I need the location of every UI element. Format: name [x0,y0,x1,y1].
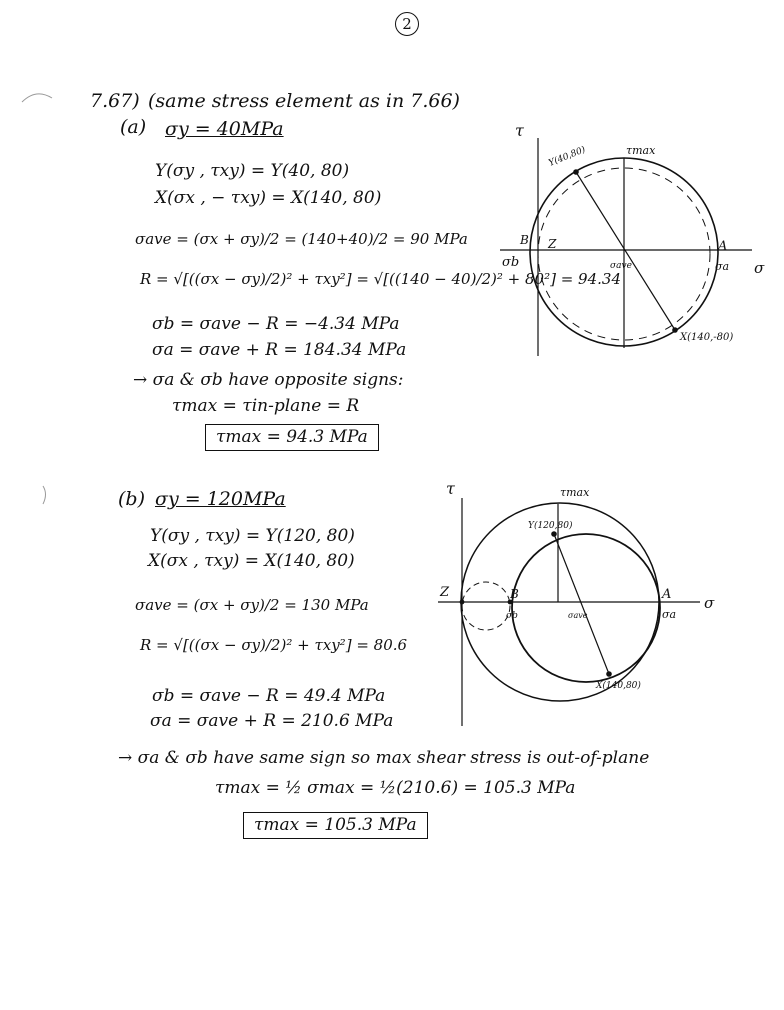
part-a-line-radius: R = √[((σx − σy)/2)² + τxy²] = √[((140 − 40)/2)² + 80²] = 94.34 [140,270,622,288]
part-b-point-x-label: X(140,80) [596,681,641,691]
part-b-answer-box: τmax = 105.3 MPa [243,812,428,839]
part-a-tau-axis-label: τ [515,121,524,140]
part-a-point-y-label: Y(40,80) [547,144,588,169]
part-a-answer-box: τmax = 94.3 MPa [205,424,379,451]
part-b-line-sigma-b: σb = σave − R = 49.4 MPa [152,686,386,706]
part-a-given: σy = 40MPa [165,118,284,140]
page-number: 2 [395,12,419,36]
part-b-point-b-label: B [510,587,519,601]
part-b-line-tau-max: τmax = ½ σmax = ½(210.6) = 105.3 MPa [215,778,576,798]
part-a-line-opposite-signs: → σa & σb have opposite signs: [133,370,404,390]
part-a-point-x-label: X(140,-80) [680,332,734,343]
part-b-inplane-circle [512,534,660,682]
part-b-given: σy = 120MPa [155,488,286,510]
part-b-point-x-dot [606,671,612,677]
part-a-line-tau-inplane: τmax = τin-plane = R [172,396,360,416]
part-a-diameter-xy [576,172,675,330]
part-b-small-dashed-circle [462,582,510,630]
part-b-sigma-a-label: σa [662,608,677,621]
margin-tick-mark [40,484,50,506]
part-b-tau-axis-label: τ [446,479,455,498]
part-b-point-z-dot [460,600,465,605]
part-b-label: (b) [118,488,145,510]
part-a-point-y-dot [573,169,579,175]
part-a-point-b-label: B [520,233,529,247]
part-a-line-x-point: X(σx , − τxy) = X(140, 80) [155,188,382,208]
part-b-line-x-point: X(σx , τxy) = X(140, 80) [148,551,355,571]
part-b-line-same-sign: → σa & σb have same sign so max shear stress is out-of-plane [118,748,650,768]
part-b-sigma-axis-label: σ [704,594,715,612]
part-a-sigma-ave-label: σave [610,261,632,271]
part-a-line-sigma-a: σa = σave + R = 184.34 MPa [152,340,407,360]
part-b-line-sigma-a: σa = σave + R = 210.6 MPa [150,711,394,731]
problem-note: (same stress element as in 7.66) [148,90,460,112]
part-a-line-sigma-b: σb = σave − R = −4.34 MPa [152,314,400,334]
part-a-line-sigma-ave: σave = (σx + σy)/2 = (140+40)/2 = 90 MPa [135,230,468,248]
part-b-mohr-circle-diagram [418,478,758,733]
part-a-point-a-label: A [718,239,728,254]
part-b-tau-max-label: τmax [560,486,590,499]
part-a-sigma-b-label: σb [502,255,520,270]
part-b-diameter-xy [554,534,609,674]
part-a-label: (a) [120,116,147,138]
part-b-line-radius: R = √[((σx − σy)/2)² + τxy²] = 80.6 [140,636,408,654]
part-b-point-y-label: Y(120,80) [528,521,573,531]
part-b-point-a-label: A [662,587,672,602]
problem-number: 7.67) [90,90,140,112]
part-b-sigma-b-label: σb [506,611,518,621]
part-a-line-y-point: Y(σy , τxy) = Y(40, 80) [155,161,350,181]
part-a-mohr-circle-diagram [490,118,780,363]
margin-arc-mark [18,86,58,106]
part-a-point-x-dot [672,327,678,333]
part-b-sigma-ave-label: σave [568,611,588,620]
part-a-tau-max-label: τmax [626,144,656,157]
part-b-line-y-point: Y(σy , τxy) = Y(120, 80) [150,526,355,546]
part-a-point-z-label: Z [548,237,557,251]
part-a-sigma-a-label: σa [715,260,730,273]
part-b-line-sigma-ave: σave = (σx + σy)/2 = 130 MPa [135,596,369,614]
part-b-point-z-label: Z [440,585,450,600]
part-a-sigma-axis-label: σ [754,259,765,277]
part-b-point-y-dot [551,531,557,537]
